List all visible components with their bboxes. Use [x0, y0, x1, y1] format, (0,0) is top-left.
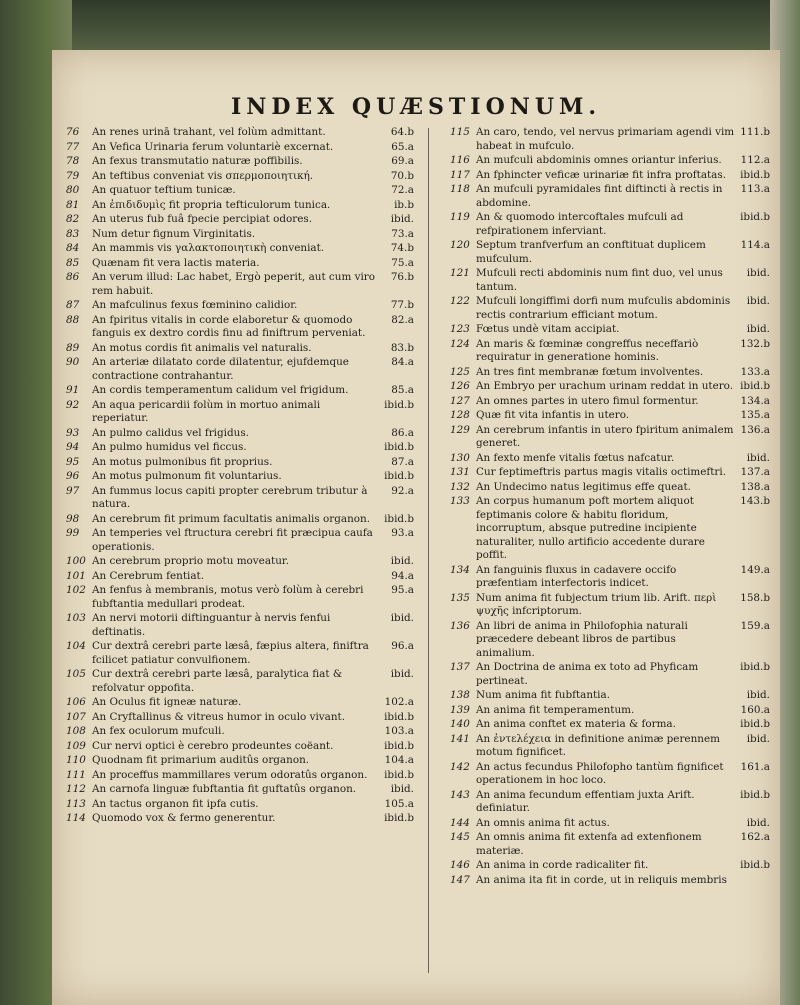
entry-page-ref: 74.b — [390, 242, 414, 254]
index-entry — [450, 831, 770, 858]
entry-page-ref: 160.a — [740, 703, 770, 716]
left-column — [66, 126, 414, 827]
index-entry — [66, 299, 414, 313]
entry-page-ref: ibid. — [746, 816, 770, 829]
index-entry — [66, 555, 414, 569]
index-entry — [450, 380, 770, 394]
index-entry — [66, 783, 414, 797]
index-entry — [450, 859, 770, 873]
entry-text: Num anima fit fubftantia. — [476, 689, 611, 701]
entry-text: Cur dextrâ cerebri parte læsâ, paralytica fiat & refolvatur oppofita. — [92, 668, 343, 694]
entry-number: 80 — [66, 184, 80, 196]
entry-page-ref: ibid.b — [384, 441, 414, 453]
entry-page-ref: ibid.b — [740, 380, 770, 392]
entry-page-ref: ibid. — [390, 213, 414, 225]
entry-number: 89 — [66, 341, 80, 354]
entry-text: An cerebrum proprio motu moveatur. — [92, 555, 290, 567]
index-entry — [450, 295, 770, 322]
entry-text: An motus pulmonum fit voluntarius. — [92, 470, 282, 482]
entry-page-ref: 95.a — [391, 584, 414, 596]
entry-page-ref: 105.a — [384, 797, 414, 810]
entry-page-ref: 114.a — [740, 239, 770, 251]
index-entry — [66, 242, 414, 256]
entry-number: 137 — [450, 661, 470, 673]
entry-text: Fœtus undè vitam accipiat. — [476, 323, 620, 335]
entry-text: An mufculi pyramidales fint diftincti à rectis in abdomine. — [476, 183, 723, 209]
index-entry — [450, 761, 770, 788]
entry-number: 106 — [66, 696, 86, 708]
entry-page-ref: ibid.b — [740, 661, 770, 673]
index-entry — [450, 239, 770, 266]
entry-page-ref: ibid.b — [740, 168, 770, 181]
entry-number: 93 — [66, 426, 80, 439]
entry-number: 132 — [450, 480, 470, 493]
entry-number: 116 — [450, 154, 470, 166]
index-entry — [66, 584, 414, 611]
entry-text: An motus cordis fit animalis vel naturalis. — [92, 341, 312, 354]
entry-page-ref: ibid.b — [384, 739, 414, 752]
entry-number: 104 — [66, 640, 86, 652]
entry-text: An proceffus mammillares verum odoratûs organon. — [92, 768, 368, 781]
entry-text: Septum tranfverfum an conftituat duplicem mufculum. — [476, 239, 706, 265]
column-divider — [428, 128, 429, 973]
entry-text: An actus fecundus Philofopho tantùm fignificet operationem in hoc loco. — [476, 760, 724, 786]
entry-text: Quænam fit vera lactis materia. — [92, 256, 260, 269]
entry-page-ref: 137.a — [740, 466, 770, 478]
index-entry — [66, 456, 414, 470]
entry-page-ref: 75.a — [391, 256, 414, 269]
entry-text: An carnofa linguæ fubftantia fit guftatûs organon. — [92, 783, 357, 795]
entry-text: An omnis anima fit actus. — [476, 816, 610, 829]
index-entry — [66, 711, 414, 725]
entry-number: 92 — [66, 398, 80, 411]
entry-number: 109 — [66, 739, 86, 752]
entry-page-ref: 77.b — [390, 299, 414, 311]
entry-number: 117 — [450, 168, 470, 181]
entry-number: 124 — [450, 337, 470, 350]
entry-number: 85 — [66, 256, 80, 269]
index-entry — [66, 640, 414, 667]
entry-text: An maris & fœminæ congreffus neceffariò requiratur in generatione hominis. — [476, 337, 699, 363]
entry-text: An fummus locus capiti propter cerebrum tributur à natura. — [92, 484, 368, 510]
entry-number: 111 — [66, 768, 86, 781]
entry-number: 107 — [66, 710, 86, 723]
index-entry — [66, 271, 414, 298]
index-entry — [450, 704, 770, 718]
index-entry — [66, 612, 414, 639]
index-entry — [450, 718, 770, 732]
entry-page-ref: 149.a — [740, 563, 770, 576]
index-entry — [66, 668, 414, 695]
entry-page-ref: 134.a — [740, 394, 770, 407]
entry-page-ref: 72.a — [391, 184, 414, 196]
index-entry — [450, 495, 770, 563]
index-entry — [66, 155, 414, 169]
entry-number: 91 — [66, 384, 80, 396]
entry-text: An & quomodo intercoftales mufculi ad refpirationem inferviant. — [476, 211, 684, 237]
entry-text: An caro, tendo, vel nervus primariam agendi vim habeat in mufculo. — [476, 126, 735, 152]
entry-text: An quatuor teftium tunicæ. — [92, 184, 236, 196]
index-entry — [450, 169, 770, 183]
index-entry — [450, 452, 770, 466]
entry-text: An cordis temperamentum calidum vel frigidum. — [92, 384, 349, 396]
index-entry — [66, 314, 414, 341]
entry-text: Quæ fit vita infantis in utero. — [476, 409, 630, 421]
entry-text: Num anima fit fubjectum trium lib. Arift. περὶ ψυχῆς infcriptorum. — [476, 591, 717, 617]
entry-number: 118 — [450, 183, 470, 195]
index-entry — [66, 356, 414, 383]
entry-page-ref: ibid.b — [384, 710, 414, 723]
entry-text: An Cryftallinus & vitreus humor in oculo vivant. — [92, 710, 346, 723]
entry-number: 110 — [66, 754, 86, 766]
entry-text: An arteriæ dilatato corde dilatentur, ejufdemque contractione contrahantur. — [92, 356, 349, 382]
entry-number: 112 — [66, 783, 86, 795]
entry-number: 114 — [66, 812, 86, 824]
entry-number: 77 — [66, 140, 80, 153]
entry-text: An teftibus conveniat vis σπερμοποιητική. — [92, 169, 314, 182]
index-entry — [66, 427, 414, 441]
entry-page-ref: 94.a — [391, 569, 414, 582]
entry-page-ref: 158.b — [740, 591, 770, 604]
index-entry — [66, 570, 414, 584]
entry-number: 76 — [66, 126, 80, 138]
entry-text: An fexus transmutatio naturæ poffibilis. — [92, 155, 303, 167]
index-entry — [66, 441, 414, 455]
index-entry — [450, 395, 770, 409]
index-entry — [66, 754, 414, 768]
entry-text: An omnes partes in utero fimul formentur. — [476, 394, 699, 407]
entry-number: 120 — [450, 239, 470, 251]
entry-page-ref: 65.a — [391, 140, 414, 153]
index-entry — [450, 183, 770, 210]
index-entry — [450, 366, 770, 380]
entry-text: An anima ita fit in corde, ut in reliquis membris — [476, 873, 727, 886]
entry-number: 129 — [450, 423, 470, 436]
entry-text: An verum illud: Lac habet, Ergò peperit, aut cum viro rem habuit. — [92, 271, 376, 297]
entry-text: Mufculi recti abdominis num fint duo, vel unus tantum. — [476, 267, 723, 293]
entry-number: 81 — [66, 198, 80, 211]
entry-number: 78 — [66, 155, 80, 167]
index-entry — [450, 789, 770, 816]
entry-number: 131 — [450, 466, 470, 478]
index-entry — [450, 564, 770, 591]
index-entry — [450, 661, 770, 688]
entry-text: An temperies vel ftructura cerebri fit præcipua caufa operationis. — [92, 527, 373, 553]
entry-text: Quomodo vox & fermo generentur. — [92, 812, 276, 824]
entry-number: 128 — [450, 409, 470, 421]
index-entry — [66, 696, 414, 710]
entry-text: Cur nervi optici è cerebro prodeuntes coëant. — [92, 739, 334, 752]
entry-text: An pulmo calidus vel frigidus. — [92, 426, 249, 439]
entry-page-ref: 135.a — [740, 409, 770, 421]
entry-page-ref: ibid. — [746, 323, 770, 335]
entry-page-ref: 92.a — [391, 484, 414, 497]
entry-page-ref: 83.b — [390, 341, 414, 354]
entry-text: An ἐντελέχεια in definitione animæ perennem motum fignificet. — [476, 732, 720, 758]
entry-number: 113 — [66, 797, 86, 810]
entry-page-ref: 76.b — [390, 271, 414, 283]
entry-text: An Embryo per urachum urinam reddat in utero. — [476, 380, 734, 392]
index-entry — [66, 141, 414, 155]
entry-page-ref: ibid. — [390, 783, 414, 795]
entry-page-ref: 113.a — [740, 183, 770, 195]
index-entry — [450, 424, 770, 451]
entry-number: 82 — [66, 213, 80, 225]
entry-text: Cur feptimeftris partus magis vitalis octimeftri. — [476, 466, 727, 478]
entry-page-ref: 143.b — [740, 495, 770, 507]
entry-number: 105 — [66, 668, 86, 680]
entry-page-ref: ibid.b — [384, 512, 414, 525]
index-entry — [450, 874, 770, 888]
entry-number: 100 — [66, 555, 86, 567]
entry-number: 88 — [66, 313, 80, 326]
index-entry — [66, 527, 414, 554]
entry-text: An fexto menfe vitalis fœtus nafcatur. — [476, 451, 675, 464]
entry-number: 98 — [66, 512, 80, 525]
entry-page-ref: ibid.b — [740, 859, 770, 871]
entry-page-ref: 84.a — [391, 356, 414, 368]
entry-text: An mammis vis γαλακτοποιητικὴ conveniat. — [92, 242, 325, 254]
index-entry — [66, 485, 414, 512]
entry-page-ref: 103.a — [384, 725, 414, 737]
entry-number: 135 — [450, 591, 470, 604]
entry-text: An fenfus à membranis, motus verò folùm à cerebri fubftantia medullari prodeat. — [92, 584, 364, 610]
entry-page-ref: ibid. — [746, 267, 770, 279]
index-entry — [66, 798, 414, 812]
entry-page-ref: 162.a — [740, 831, 770, 843]
entry-text: An fphincter veficæ urinariæ fit infra proftatas. — [476, 168, 727, 181]
index-entry — [66, 513, 414, 527]
index-entry — [66, 199, 414, 213]
entry-text: Num detur fignum Virginitatis. — [92, 227, 256, 240]
entry-number: 142 — [450, 760, 470, 773]
entry-number: 103 — [66, 612, 86, 624]
entry-page-ref: 136.a — [740, 423, 770, 436]
entry-number: 138 — [450, 689, 470, 701]
index-entry — [450, 620, 770, 661]
entry-page-ref: 111.b — [740, 126, 770, 138]
index-entry — [66, 184, 414, 198]
entry-text: An anima conftet ex materia & forma. — [476, 718, 676, 730]
index-entry — [450, 733, 770, 760]
entry-page-ref: 132.b — [740, 337, 770, 350]
entry-page-ref: ibid.b — [384, 398, 414, 411]
entry-text: An Oculus fit igneæ naturæ. — [92, 696, 242, 708]
entry-page-ref: 161.a — [740, 760, 770, 773]
index-entry — [66, 384, 414, 398]
entry-number: 99 — [66, 527, 80, 539]
entry-text: An Vefica Urinaria ferum voluntariè excernat. — [92, 140, 334, 153]
entry-text: An anima fecundum effentiam juxta Arift. definiatur. — [476, 788, 695, 814]
index-entry — [66, 228, 414, 242]
index-entry — [450, 211, 770, 238]
entry-number: 102 — [66, 584, 86, 596]
index-entry — [450, 267, 770, 294]
entry-text: Cur dextrâ cerebri parte læsâ, fæpius altera, finiftra fcilicet patiatur convulfionem. — [92, 640, 369, 666]
entry-page-ref: 104.a — [384, 754, 414, 766]
index-entry — [450, 323, 770, 337]
entry-text: An fex oculorum mufculi. — [92, 725, 225, 737]
entry-text: An fanguinis fluxus in cadavere occifo præfentiam interfectoris indicet. — [476, 563, 677, 589]
entry-text: An libri de anima in Philofophia naturali præcedere debeant libros de partibus animalium. — [476, 619, 688, 659]
entry-page-ref: ibid. — [746, 451, 770, 464]
entry-text: An pulmo humidus vel ficcus. — [92, 441, 247, 453]
entry-text: An corpus humanum poft mortem aliquot feptimanis colore & habitu floridum, incorruptum, absque putredine incipiente naturaliter, nullo artificio accedente durare poffit. — [476, 495, 705, 561]
entry-text: An aqua pericardii folùm in mortuo animali reperiatur. — [92, 398, 321, 424]
index-entry — [66, 740, 414, 754]
entry-text: An anima in corde radicaliter fit. — [476, 859, 649, 871]
entry-number: 144 — [450, 816, 470, 829]
entry-page-ref: ibid.b — [384, 768, 414, 781]
right-column — [450, 126, 770, 888]
index-entry — [66, 399, 414, 426]
entry-number: 130 — [450, 451, 470, 464]
entry-number: 108 — [66, 725, 86, 737]
entry-number: 140 — [450, 718, 470, 730]
index-entry — [66, 126, 414, 140]
entry-page-ref: 159.a — [740, 619, 770, 632]
index-entry — [450, 338, 770, 365]
entry-page-ref: 70.b — [390, 169, 414, 182]
entry-page-ref: 82.a — [391, 313, 414, 326]
index-entry — [450, 154, 770, 168]
entry-number: 121 — [450, 267, 470, 279]
entry-number: 123 — [450, 323, 470, 335]
entry-number: 115 — [450, 126, 470, 138]
entry-text: An Doctrina de anima ex toto ad Phyficam pertineat. — [476, 661, 699, 687]
book-page — [52, 50, 780, 1005]
entry-page-ref: 86.a — [391, 426, 414, 439]
index-entry — [66, 812, 414, 826]
entry-number: 119 — [450, 211, 470, 223]
entry-text: An fpiritus vitalis in corde elaboretur & quomodo fanguis ex dextro cordis finu ad finiftrum perveniat. — [92, 313, 366, 339]
entry-text: An Cerebrum fentiat. — [92, 569, 205, 582]
entry-number: 126 — [450, 380, 470, 392]
entry-number: 79 — [66, 169, 80, 182]
entry-text: An ἐπιδιδυμὶς fit propria tefticulorum tunica. — [92, 198, 331, 211]
entry-page-ref: ibid. — [746, 732, 770, 745]
entry-text: An mufculi abdominis omnes oriantur inferius. — [476, 154, 722, 166]
entry-text: An uterus fub fuâ fpecie percipiat odores. — [92, 213, 313, 225]
entry-number: 146 — [450, 859, 470, 871]
entry-number: 125 — [450, 365, 470, 378]
entry-page-ref: 133.a — [740, 365, 770, 378]
entry-number: 145 — [450, 831, 470, 843]
entry-text: An tactus organon fit ipfa cutis. — [92, 797, 259, 810]
entry-number: 136 — [450, 619, 470, 632]
entry-number: 90 — [66, 356, 80, 368]
index-entry — [66, 342, 414, 356]
entry-number: 83 — [66, 227, 80, 240]
index-entry — [66, 213, 414, 227]
entry-number: 95 — [66, 455, 80, 468]
entry-page-ref: ibid.b — [740, 788, 770, 801]
entry-text: Quodnam fit primarium auditûs organon. — [92, 754, 310, 766]
entry-text: Mufculi longiffimi dorfi num mufculis abdominis rectis contrarium efficiant motum. — [476, 295, 731, 321]
entry-page-ref: ibid. — [390, 668, 414, 680]
entry-page-ref: ibid.b — [384, 470, 414, 482]
entry-page-ref: ibid. — [746, 689, 770, 701]
entry-text: An renes urinā trahant, vel folùm admittant. — [92, 126, 326, 138]
entry-number: 147 — [450, 873, 470, 886]
entry-number: 127 — [450, 394, 470, 407]
entry-page-ref: ibid.b — [740, 211, 770, 223]
entry-text: An cerebrum fit primum facultatis animalis organon. — [92, 512, 371, 525]
index-entry — [66, 257, 414, 271]
entry-number: 139 — [450, 703, 470, 716]
index-entry — [450, 481, 770, 495]
entry-page-ref: 73.a — [391, 227, 414, 240]
entry-page-ref: 102.a — [384, 696, 414, 708]
index-entry — [66, 725, 414, 739]
entry-number: 101 — [66, 569, 86, 582]
entry-number: 97 — [66, 484, 80, 497]
index-entry — [66, 769, 414, 783]
page-title: INDEX QUÆSTIONUM. — [230, 94, 602, 120]
index-entry — [450, 126, 770, 153]
index-entry — [450, 592, 770, 619]
entry-page-ref: ibid. — [390, 555, 414, 567]
entry-page-ref: 138.a — [740, 480, 770, 493]
entry-text: An tres fint membranæ fœtum involventes. — [476, 365, 704, 378]
entry-number: 143 — [450, 788, 470, 801]
entry-page-ref: 93.a — [391, 527, 414, 539]
entry-page-ref: ibid. — [390, 612, 414, 624]
entry-text: An motus pulmonibus fit proprius. — [92, 455, 273, 468]
entry-text: An mafculinus fexus fœminino calidior. — [92, 299, 298, 311]
entry-page-ref: 96.a — [391, 640, 414, 652]
entry-text: An nervi motorii diftinguantur à nervis fenfui deftinatis. — [92, 612, 331, 638]
entry-number: 84 — [66, 242, 80, 254]
entry-number: 94 — [66, 441, 80, 453]
index-entry — [450, 689, 770, 703]
entry-page-ref: ibid.b — [384, 812, 414, 824]
entry-number: 134 — [450, 563, 470, 576]
entry-page-ref: ibid.b — [740, 718, 770, 730]
entry-page-ref: ibid. — [746, 295, 770, 307]
entry-number: 87 — [66, 299, 80, 311]
index-entry — [66, 470, 414, 484]
entry-page-ref: 112.a — [740, 154, 770, 166]
entry-text: An omnis anima fit extenfa ad extenfionem materiæ. — [476, 831, 702, 857]
entry-page-ref: 69.a — [391, 155, 414, 167]
entry-page-ref: 64.b — [390, 126, 414, 138]
entry-text: An anima fit temperamentum. — [476, 703, 635, 716]
index-entry — [450, 466, 770, 480]
index-entry — [450, 409, 770, 423]
entry-number: 133 — [450, 495, 470, 507]
index-entry — [450, 817, 770, 831]
entry-number: 96 — [66, 470, 80, 482]
entry-number: 122 — [450, 295, 470, 307]
entry-page-ref: 85.a — [391, 384, 414, 396]
entry-text: An cerebrum infantis in utero fpiritum animalem generet. — [476, 423, 734, 449]
entry-page-ref: ib.b — [394, 198, 414, 211]
entry-number: 141 — [450, 732, 470, 745]
entry-page-ref: 87.a — [391, 455, 414, 468]
entry-number: 86 — [66, 271, 80, 283]
entry-text: An Undecimo natus legitimus effe queat. — [476, 480, 691, 493]
index-entry — [66, 170, 414, 184]
